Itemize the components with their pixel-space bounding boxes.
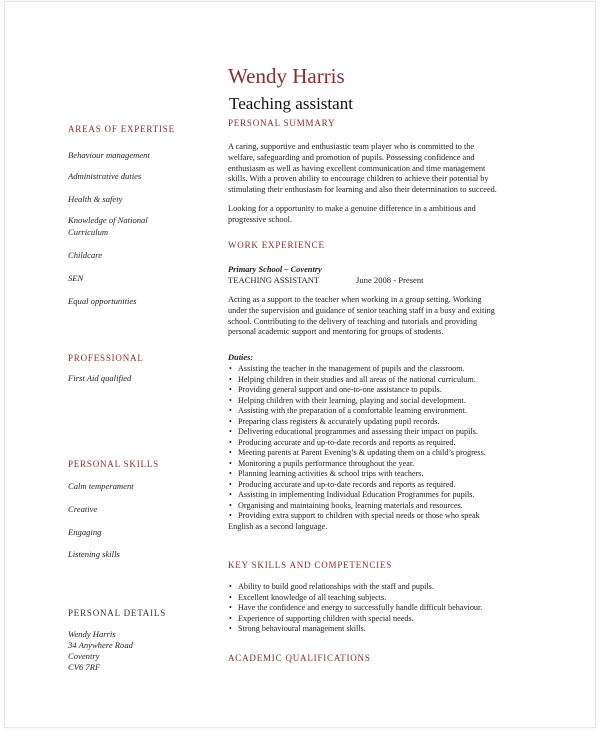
- duty-item: • Organising and maintaining books, learning materials and resources.: [228, 501, 528, 512]
- expertise-item: Equal opportunities: [68, 296, 137, 306]
- summary-line: Looking for a opportunity to make a genuine difference in a ambitious and: [228, 204, 476, 213]
- employer: Primary School – Coventry: [228, 265, 322, 274]
- summary-paragraph-2: [228, 204, 528, 226]
- key-skill-item: • Experience of supporting children with special needs.: [228, 614, 528, 625]
- duty-item: • Planning learning activities & school trips with teachers.: [228, 469, 528, 480]
- duty-item: • Assisting the teacher in the management of pupils and the classroom.: [228, 364, 528, 375]
- detail-line: Coventry: [68, 651, 100, 661]
- duty-continuation: English as a second language.: [228, 521, 328, 531]
- professional-item: First Aid qualified: [68, 373, 132, 383]
- personal-skills-heading: PERSONAL SKILLS: [68, 459, 159, 469]
- description-line: personal academic support and mentoring for groups of students.: [228, 327, 444, 337]
- duty-item: • Helping children in their studies and all areas of the national curriculum.: [228, 375, 528, 386]
- key-skill-item: • Ability to build good relationships with the staff and pupils.: [228, 582, 528, 593]
- duties-label: Duties:: [228, 353, 254, 362]
- duty-item: • Providing general support and one-to-one assistance to pupils.: [228, 385, 528, 396]
- duty-item: • Monitoring a pupils performance throughout the year.: [228, 459, 528, 470]
- key-skills-heading: KEY SKILLS AND COMPETENCIES: [228, 560, 393, 570]
- key-skills-list: [228, 582, 528, 635]
- skill-item: Calm temperament: [68, 481, 134, 491]
- summary-line: welfare, safeguarding and promotion of pupils. Possessing confidence and: [228, 152, 475, 162]
- job-dates: June 2008 - Present: [356, 275, 424, 285]
- skill-item: Creative: [68, 504, 98, 514]
- academic-heading: ACADEMIC QUALIFICATIONS: [228, 653, 371, 663]
- duty-item: • Producing accurate and up-to-date records and reports as required.: [228, 438, 528, 449]
- candidate-role: Teaching assistant: [229, 94, 353, 113]
- duty-item: • Assisting with the preparation of a comfortable learning environment.: [228, 406, 528, 417]
- duty-item: • Meeting parents at Parent Evening’s & updating them on a child’s progress.: [228, 448, 528, 459]
- summary-line: skills. With a proven ability to encourage children to achieve their potential by: [228, 174, 489, 184]
- expertise-item: Administrative duties: [68, 171, 142, 181]
- summary-line: enthusiasm as well as having excellent communication and time management: [228, 163, 486, 173]
- expertise-item: Curriculum: [68, 227, 109, 237]
- job-title: TEACHING ASSISTANT: [228, 275, 320, 285]
- expertise-item: SEN: [68, 273, 84, 283]
- detail-line: Wendy Harris: [68, 629, 116, 639]
- expertise-item: Behaviour management: [68, 150, 150, 160]
- professional-heading: PROFESSIONAL: [68, 353, 144, 363]
- key-skill-item: • Strong behavioural management skills.: [228, 624, 528, 635]
- description-line: Acting as a support to the teacher when working in a group setting. Working: [228, 295, 482, 304]
- key-skill-item: • Have the confidence and energy to successfully handle difficult behaviour.: [228, 603, 528, 614]
- personal-details-heading: PERSONAL DETAILS: [68, 608, 166, 618]
- work-experience-heading: WORK EXPERIENCE: [228, 240, 325, 250]
- expertise-heading: AREAS OF EXPERTISE: [68, 124, 175, 134]
- duties-list: [228, 364, 528, 532]
- expertise-item: Knowledge of National: [68, 215, 148, 225]
- summary-line: progressive school.: [228, 214, 293, 224]
- summary-line: A caring, supportive and enthusiastic team player who is committed to the: [228, 142, 475, 151]
- skill-item: Engaging: [68, 527, 102, 537]
- summary-heading: PERSONAL SUMMARY: [228, 118, 336, 128]
- expertise-item: Health & safety: [68, 194, 123, 204]
- duty-item: • Assisting in implementing Individual Education Programmes for pupils.: [228, 490, 528, 501]
- duty-item: • Preparing class registers & accurately updating pupil records.: [228, 417, 528, 428]
- expertise-item: Childcare: [68, 250, 103, 260]
- key-skill-item: • Excellent knowledge of all teaching subjects.: [228, 593, 528, 604]
- job-description: [228, 295, 528, 338]
- candidate-name: Wendy Harris: [228, 64, 345, 88]
- duty-item: • Providing extra support to children with special needs or those who speak: [228, 511, 528, 522]
- summary-line: stimulating their enthusiasm for learning and also their determination to succeed.: [228, 185, 497, 195]
- description-line: school. Contributing to the delivery of teaching and tutorials and providing: [228, 316, 478, 326]
- detail-line: CV6 7RF: [68, 662, 101, 672]
- description-line: under the supervision and guidance of senior teaching staff in a busy and exiting: [228, 305, 495, 315]
- resume-page: [5, 2, 595, 727]
- skill-item: Listening skills: [68, 549, 120, 559]
- duty-item: • Helping children with their learning, playing and social development.: [228, 396, 528, 407]
- duty-item: • Producing accurate and up-to-date records and reports as required.: [228, 480, 528, 491]
- duty-item: • Delivering educational programmes and assessing their impact on pupils.: [228, 427, 528, 438]
- detail-line: 34 Anywhere Road: [68, 640, 133, 650]
- job-title-row: [228, 275, 528, 285]
- summary-paragraph-1: [228, 142, 528, 196]
